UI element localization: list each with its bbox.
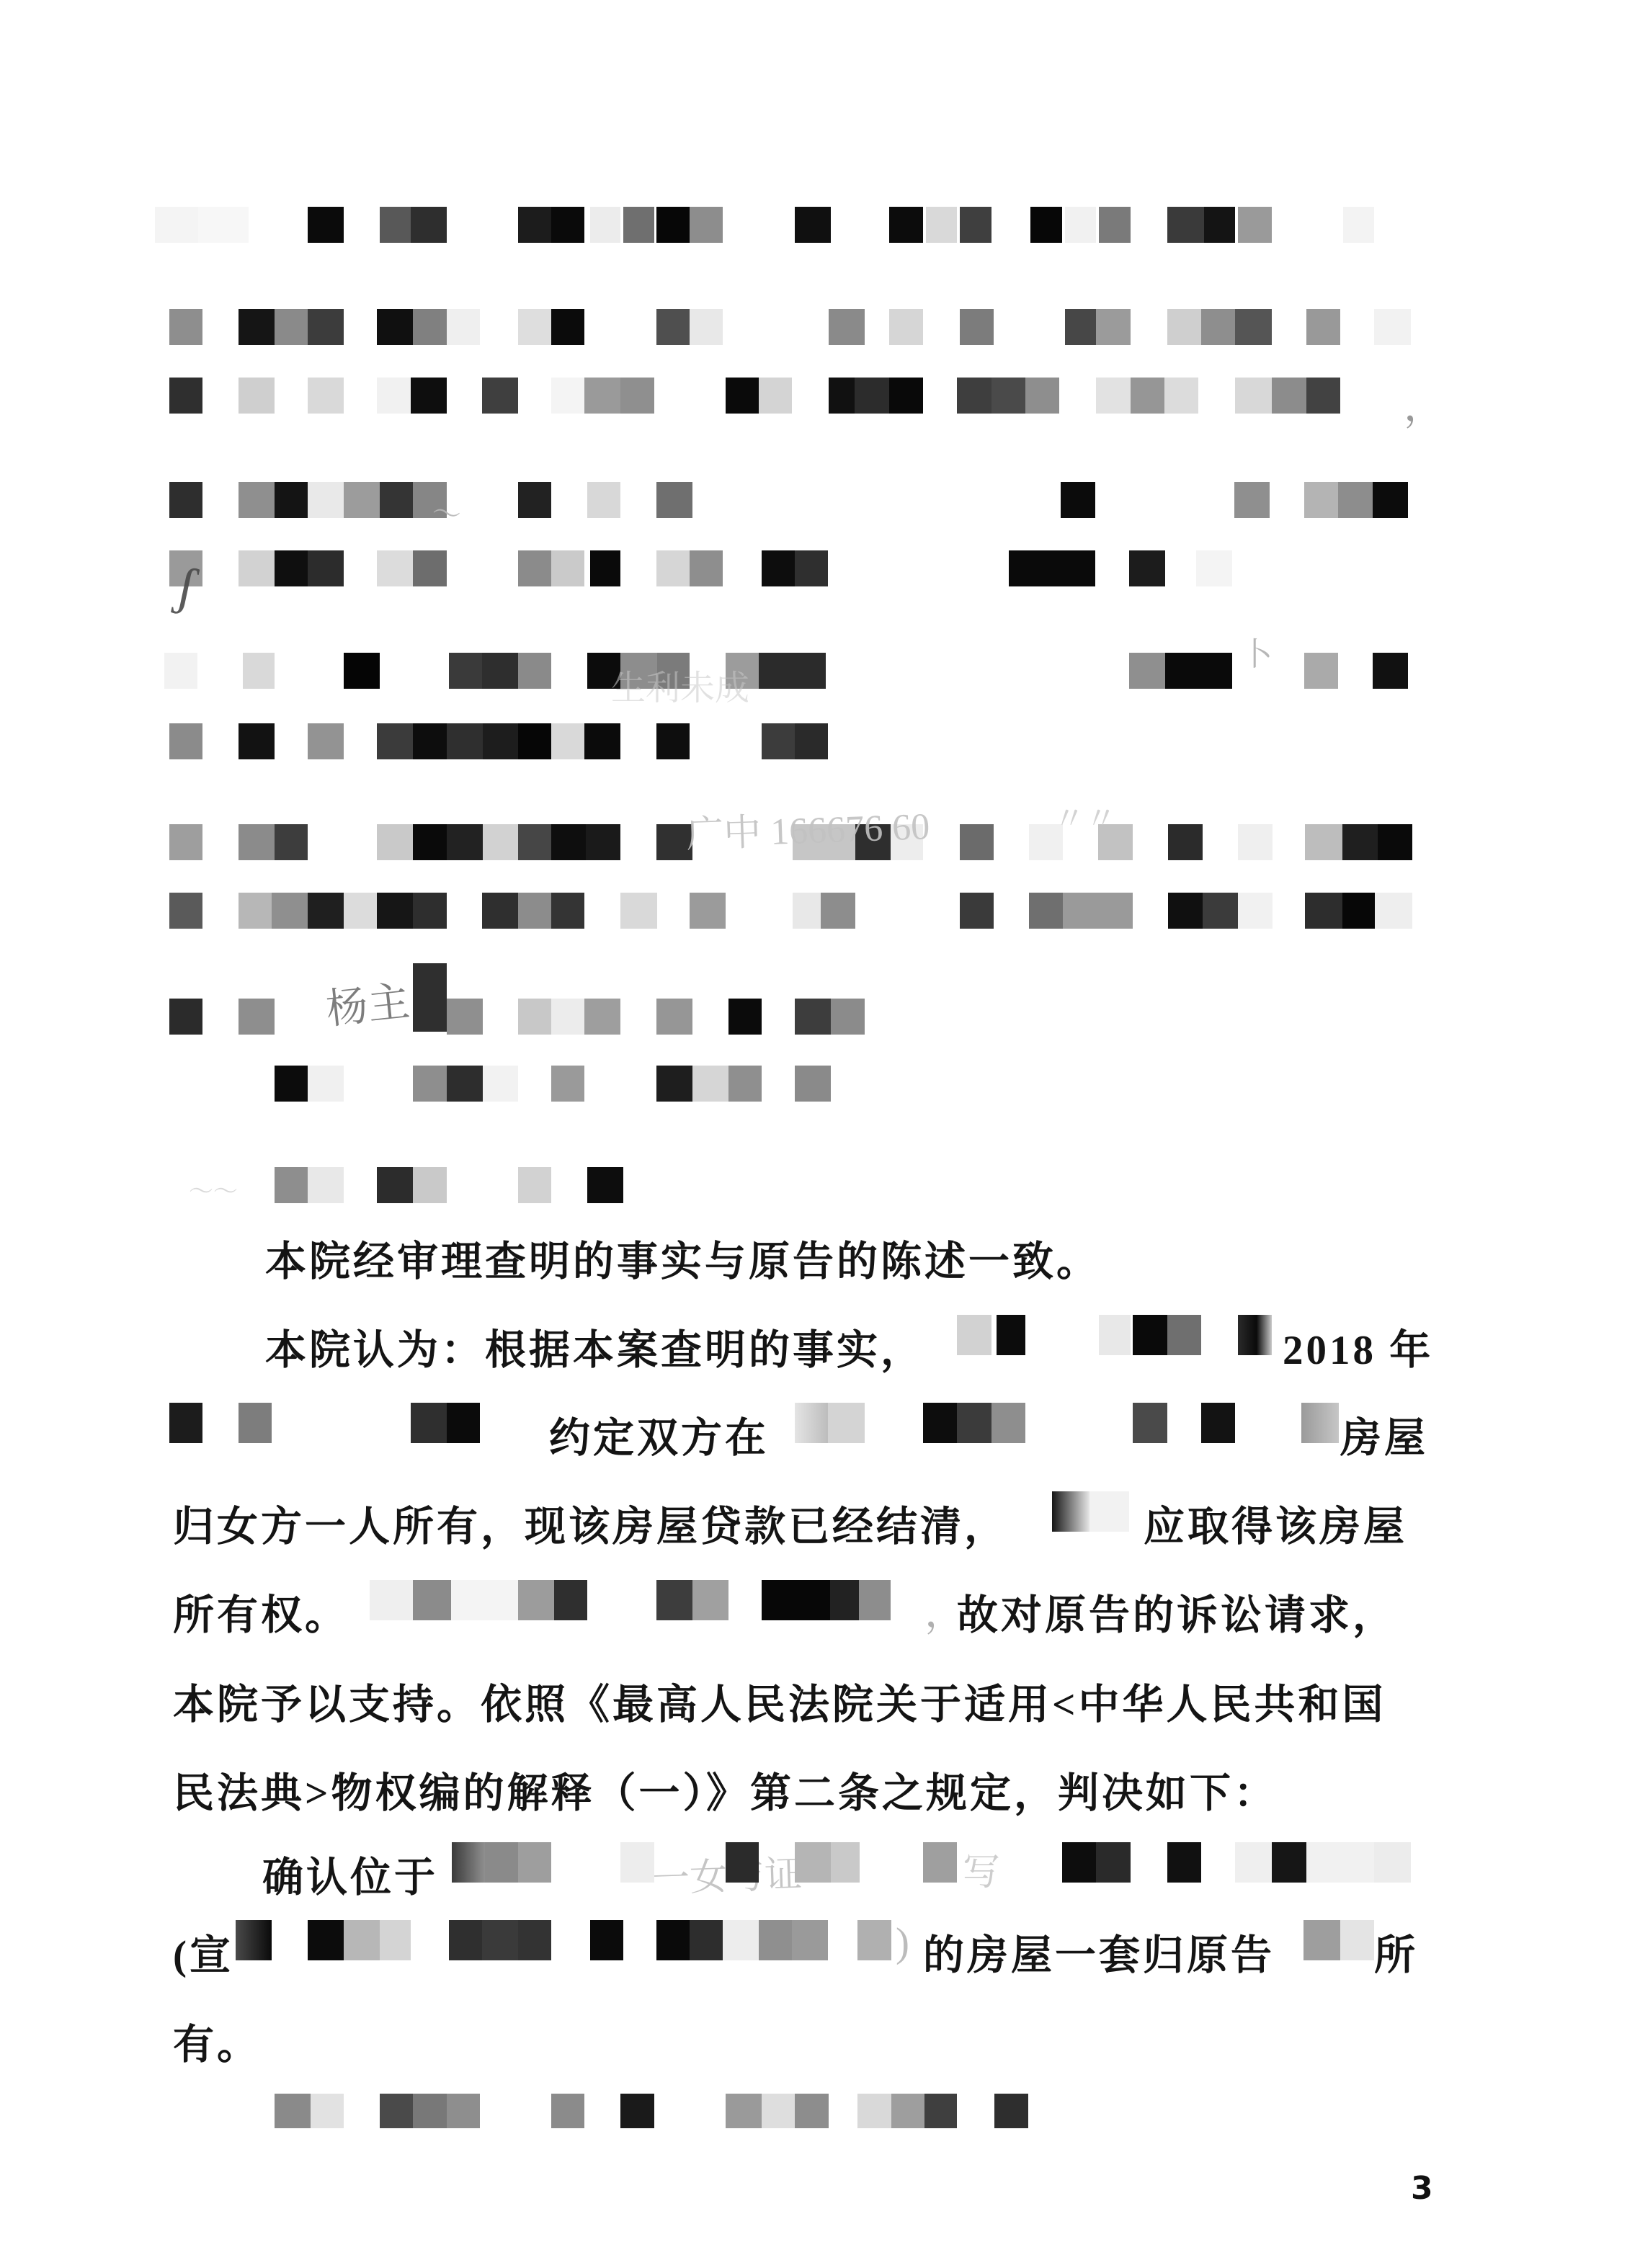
ghost-artifact: 生利未成: [611, 669, 750, 707]
ghost-artifact: ʃ: [171, 555, 202, 617]
ghost-artifact: 〃〃: [1053, 801, 1117, 836]
judgment-text-segment: 的房屋一套归原告: [923, 1933, 1275, 1978]
judgment-text-segment: 故对原告的诉讼请求，: [957, 1593, 1396, 1638]
ghost-artifact: 广中 166676 60: [685, 806, 931, 856]
judgment-text-segment: 民法典>物权编的解释（一）》第二条之规定，判决如下：: [173, 1771, 1278, 1816]
judgment-text-segment: 本院认为：根据本案查明的事实，: [265, 1328, 924, 1373]
ghost-artifact: 〜: [429, 496, 463, 532]
ghost-artifact: 写: [963, 1852, 1001, 1893]
judgment-text-segment: 房屋: [1340, 1416, 1428, 1461]
judgment-text-segment: 约定双方在: [549, 1416, 769, 1461]
judgment-text-segment: 确认位于: [262, 1855, 438, 1901]
judgment-text-segment: 本院予以支持。依照《最高人民法院关于适用<中华人民共和国: [173, 1682, 1386, 1728]
page-number: 3: [1411, 2170, 1433, 2207]
ghost-artifact: 〜〜: [189, 1179, 238, 1205]
judgment-text-segment: 归女方一人所有，现该房屋贷款已经结清，: [173, 1504, 1008, 1550]
judgment-text-segment: 所有权。: [173, 1593, 349, 1638]
judgment-text-segment: 2018 年: [1283, 1328, 1434, 1373]
ghost-artifact: ): [896, 1920, 909, 1965]
ghost-artifact: 卜: [1241, 637, 1273, 672]
ghost-artifact: ，: [1404, 384, 1445, 429]
judgment-text-segment: (宣: [173, 1933, 233, 1978]
ghost-artifact: ，: [924, 1590, 966, 1635]
ghost-artifact: 杨主: [324, 978, 412, 1033]
judgment-text-segment: 应取得该房屋: [1144, 1504, 1407, 1550]
judgment-text-segment: 本院经审理查明的事实与原告的陈述一致。: [265, 1239, 1100, 1285]
judgment-text-segment: 有。: [173, 2022, 261, 2068]
judgment-text-segment: 所: [1374, 1933, 1418, 1978]
